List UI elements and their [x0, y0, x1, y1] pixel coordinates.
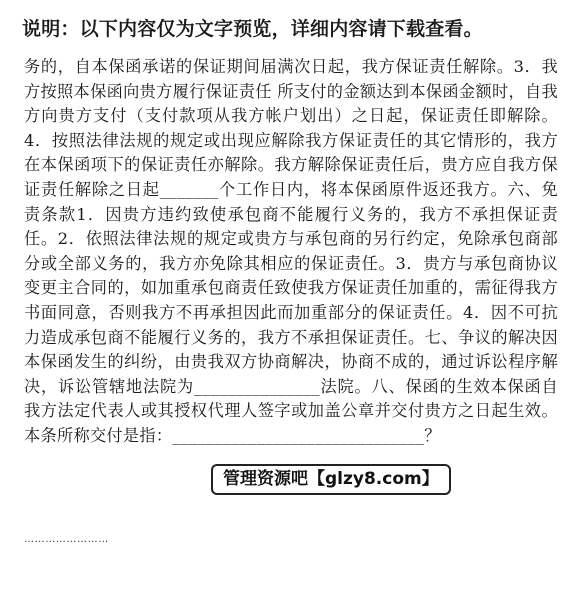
document-body-text: 务的，自本保函承诺的保证期间届满次日起，我方保证责任解除。3．我方按照本保函向贵方履行保证责任 所支付的金额达到本保函金额时，自我方向贵方支付（支付款项从我方帐户划出）之日起，保证责任即解除。4．按照法律法规的规定或出现应解除我方保证责任的其它情形的，我方在本保函项下的保证责任亦解除。我方解除保证责任后，贵方应自我方保证责任解除之日起_______个工作日内，将本保函原件返还我方。六、免责条款1．因贵方违约致使承包商不能履行义务的，我方不承担保证责任。2．依照法律法规的规定或贵方与承包商的另行约定，免除承包商部分或全部义务的，我方亦免除其相应的保证责任。3．贵方与承包商协议变更主合同的，如加重承包商责任致使我方保证责任加重的，需征得我方书面同意，否则我方不再承担因此而加重部分的保证责任。4．因不可抗力造成承包商不能履行义务的，我方不承担保证责任。七、争议的解决因本保函发生的纠纷，由贵我双方协商解决，协商不成的，通过诉讼程序解决，诉讼管辖地法院为_______________法院。八、保函的生效本保函自我方法定代表人或其授权代理人签字或加盖公章并交付贵方之日起生效。本条所称交付是指：______________________________？: [24, 57, 558, 445]
site-watermark: 管理资源吧【glzy8.com】: [211, 464, 451, 495]
ellipsis-dots: ……………………: [24, 534, 109, 545]
preview-notice: 说明：以下内容仅为文字预览，详细内容请下载查看。: [22, 18, 483, 40]
